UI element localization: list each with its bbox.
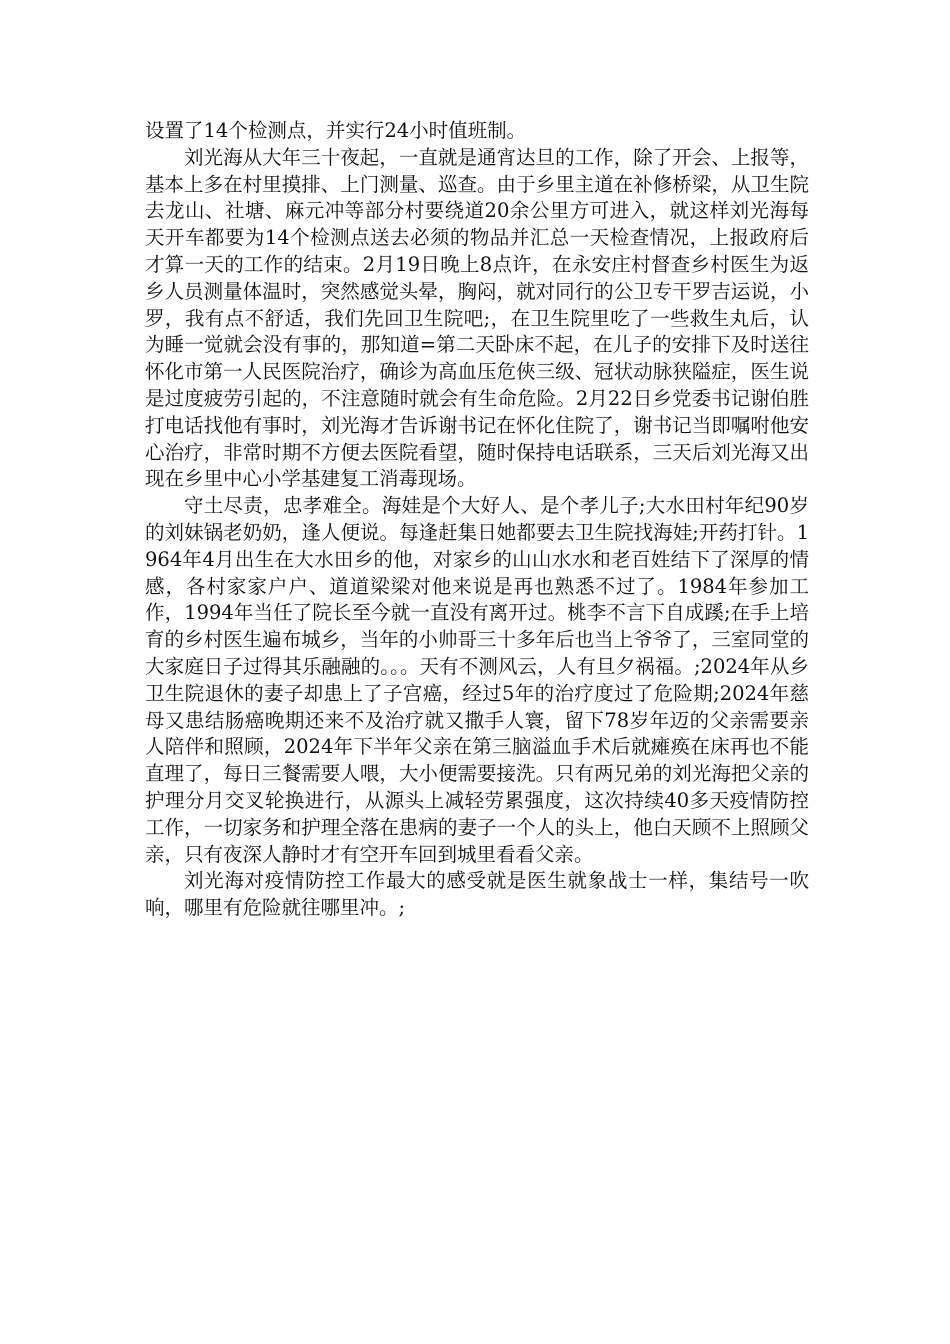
- paragraph-3: 守土尽责，忠孝难全。海娃是个大好人、是个孝儿子;大水田村年纪90岁的刘妹锅老奶奶，逢人便说。每逢赶集日她都要去卫生院找海娃;开药打针。1964年4月出生在大水田乡的他，对家乡的山山水水和老百姓结下了深厚的情感，各村家家户户、道道梁梁对他来说是再也熟悉不过了。1984年参加工作，1994年当任了院长至今就一直没有离开过。桃李不言下自成蹊;在手上培育的乡村医生遍布城乡，当年的小帅哥三十多年后也当上爷爷了，三室同堂的大家庭日子过得其乐融融的。。。天有不测风云，人有旦夕祸福。;2024年从乡卫生院退休的妻子却患上了子宫癌，经过5年的治疗度过了危险期;2024年慈母又患结肠癌晚期还来不及治疗就又撒手人寰，留下78岁年迈的父亲需要亲人陪伴和照顾，2024年下半年父亲在第三脑溢血手术后就瘫痪在床再也不能直理了，每日三餐需要人喂，大小便需要接洗。只有两兄弟的刘光海把父亲的护理分月交叉轮换进行，从源头上减轻劳累强度，这次持续40多天疫情防控工作，一切家务和护理全落在患病的妻子一个人的头上，他白天顾不上照顾父亲，只有夜深人静时才有空开车回到城里看看父亲。: [145, 494, 809, 866]
- paragraph-4: 刘光海对疫情防控工作最大的感受就是医生就象战士一样，集结号一吹响，哪里有危险就往哪里冲。;: [145, 869, 809, 920]
- paragraph-2: 刘光海从大年三十夜起，一直就是通宵达旦的工作，除了开会、上报等，基本上多在村里摸排、上门测量、巡查。由于乡里主道在补修桥梁，从卫生院去龙山、社塘、麻元冲等部分村要绕道20余公里方可进入，就这样刘光海每天开车都要为14个检测点送去必须的物品并汇总一天检查情况，上报政府后才算一天的工作的结束。2月19日晚上8点许，在永安庄村督查乡村医生为返乡人员测量体温时，突然感觉头晕，胸闷，就对同行的公卫专干罗吉运说，小罗，我有点不舒适，我们先回卫生院吧;，在卫生院里吃了一些救生丸后，认为睡一觉就会没有事的，那知道=第二天卧床不起，在儿子的安排下及时送往怀化市第一人民医院治疗，确诊为高血压危俠三级、冠状动脉狭隘症，医生说是过度疲劳引起的，不注意随时就会有生命危险。2月22日乡党委书记谢伯胜打电话找他有事时，刘光海才告诉谢书记在怀化住院了，谢书记当即嘱咐他安心治疗，非常时期不方便去医院看望，随时保持电话联系，三天后刘光海又出现在乡里中心小学基建复工消毒现场。: [145, 145, 809, 491]
- document-body: [145, 118, 809, 922]
- paragraph-1: 设置了14个检测点，并实行24小时值班制。: [145, 119, 527, 142]
